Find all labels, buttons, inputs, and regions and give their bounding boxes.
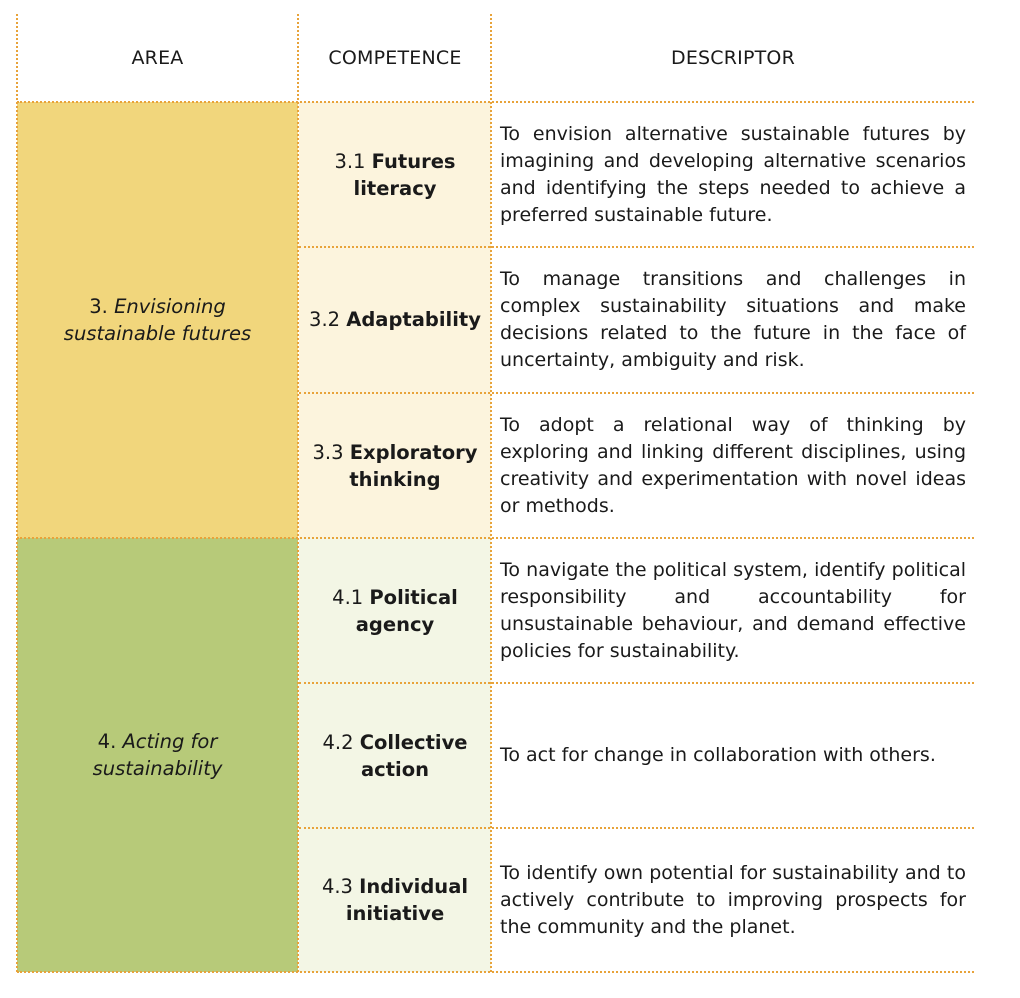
competence-number: 3.1 [334, 149, 366, 173]
area-4-cell [17, 538, 298, 972]
descriptor-4-3 [492, 828, 974, 972]
competence-title: Exploratory thinking [349, 440, 478, 491]
competence-3-1 [299, 102, 491, 247]
descriptor-text: To adopt a relational way of thinking by exploring and linking different disciplines, using creativity and experimentation with novel ideas or methods. [500, 413, 966, 517]
competence-title: Political agency [355, 585, 458, 636]
competence-4-3 [299, 828, 491, 972]
area-3-name: Envisioning sustainable futures [63, 295, 252, 345]
competence-title: Adaptability [346, 308, 481, 331]
competence-number: 4.2 [322, 730, 354, 754]
competence-4-1 [299, 538, 491, 683]
competence-3-3 [299, 393, 491, 538]
descriptor-3-1 [492, 102, 974, 247]
descriptor-text: To manage transitions and challenges in complex sustainability situations and make decisions related to the future in the face of uncertainty, ambiguity and risk. [500, 267, 966, 371]
area-4-number: 4. [97, 730, 117, 753]
area-3-number: 3. [89, 295, 108, 318]
competence-number: 3.3 [312, 440, 344, 464]
area-4-text [35, 728, 280, 782]
descriptor-4-1 [492, 538, 974, 683]
descriptor-text: To act for change in collaboration with others. [500, 744, 936, 766]
area-4-name: Acting for sustainability [92, 730, 223, 780]
header-area-label: AREA [131, 47, 184, 69]
header-area [17, 14, 298, 102]
competence-3-2 [299, 247, 491, 392]
header-descriptor [492, 14, 974, 102]
descriptor-4-2 [492, 683, 974, 828]
header-descriptor-label: DESCRIPTOR [671, 47, 795, 69]
competence-title: Individual initiative [345, 875, 469, 925]
header-competence [299, 14, 491, 102]
competence-title: Collective action [359, 730, 468, 781]
area-3-text [35, 293, 280, 347]
competence-number: 4.1 [332, 585, 364, 609]
competence-4-2 [299, 683, 491, 828]
descriptor-text: To navigate the political system, identify political responsibility and accountability for unsustainable behaviour, and demand effective policies for sustainability. [500, 558, 966, 662]
header-competence-label: COMPETENCE [328, 47, 462, 69]
competence-number: 3.2 [309, 308, 341, 331]
competence-title: Futures literacy [353, 149, 456, 200]
competence-number: 4.3 [321, 875, 353, 898]
area-3-cell [17, 102, 298, 538]
descriptor-text: To identify own potential for sustainability and to actively contribute to improving prospects for the community and the planet. [500, 861, 966, 938]
descriptor-3-2 [492, 247, 974, 392]
descriptor-3-3 [492, 393, 974, 538]
descriptor-text: To envision alternative sustainable futures by imagining and developing alternative scenarios and identifying the steps needed to achieve a preferred sustainable future. [500, 122, 966, 226]
